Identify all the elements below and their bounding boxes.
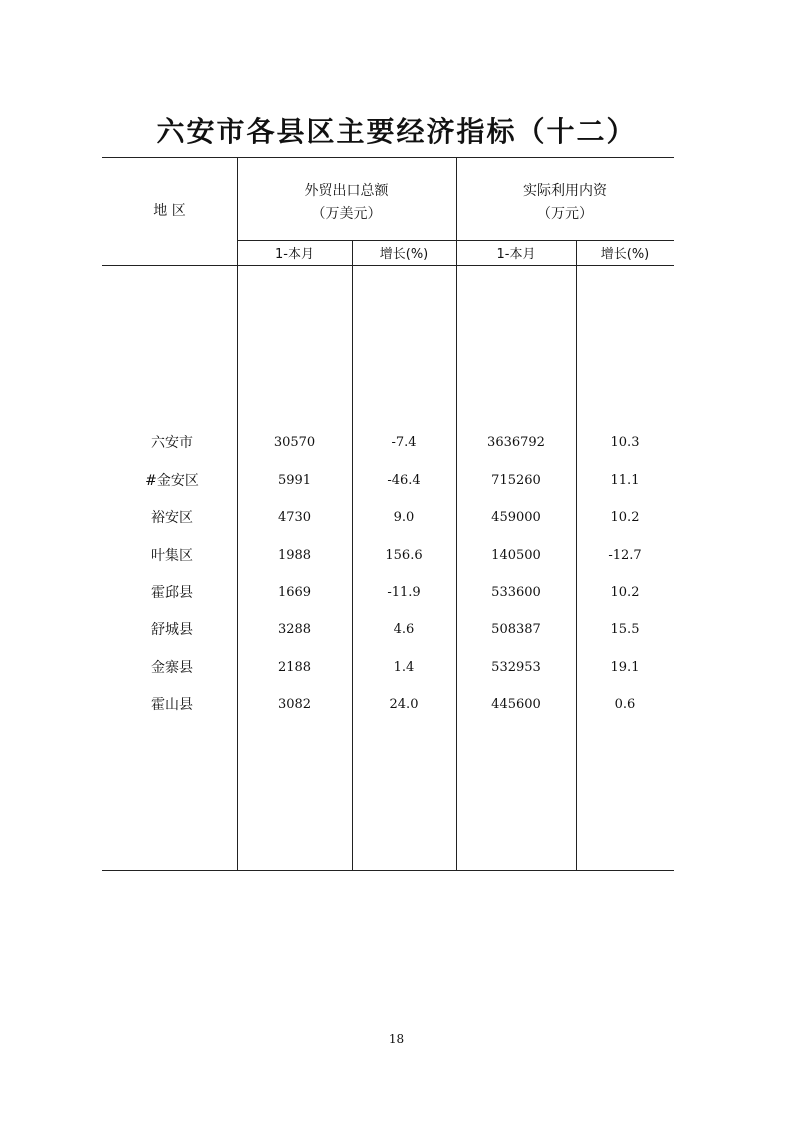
row-capital-growth: -12.7 — [608, 548, 642, 563]
subheader-capital-ytd: 1-本月 — [496, 247, 536, 262]
row-region: 裕安区 — [151, 510, 193, 526]
row-export-growth: 24.0 — [389, 697, 419, 712]
row-region: 叶集区 — [151, 548, 193, 564]
row-capital: 459000 — [491, 510, 541, 525]
row-export-growth: 1.4 — [393, 660, 415, 675]
page-title: 六安市各县区主要经济指标（十二） — [156, 115, 637, 148]
row-capital: 3636792 — [487, 435, 545, 450]
row-export: 2188 — [277, 660, 312, 675]
subheader-export-ytd: 1-本月 — [275, 247, 314, 262]
row-region: 霍山县 — [151, 697, 193, 713]
row-export: 3288 — [277, 622, 312, 637]
row-capital-growth: 10.3 — [610, 435, 640, 450]
subheader-capital-growth: 增长(%) — [600, 247, 650, 262]
row-capital-growth: 15.5 — [610, 622, 640, 637]
row-capital-growth: 11.1 — [610, 473, 640, 488]
row-capital: 508387 — [491, 622, 541, 637]
header-region: 地 区 — [153, 203, 186, 219]
header-mid-rule — [237, 240, 674, 241]
row-export-growth: -11.9 — [387, 585, 421, 600]
row-region: 舒城县 — [151, 622, 193, 638]
row-capital: 715260 — [491, 473, 541, 488]
row-export: 30570 — [273, 435, 316, 450]
header-export-unit: （万美元） — [311, 206, 382, 222]
row-region: #金安区 — [145, 473, 199, 489]
row-region: 霍邱县 — [151, 585, 193, 601]
row-export: 1988 — [277, 548, 312, 563]
page-number: 18 — [388, 1032, 405, 1046]
row-region: 六安市 — [151, 435, 193, 451]
row-capital-growth: 10.2 — [610, 585, 640, 600]
header-domestic-unit: （万元） — [537, 206, 593, 222]
row-export-growth: -7.4 — [391, 435, 417, 450]
row-capital-growth: 0.6 — [614, 697, 636, 712]
row-export-growth: 4.6 — [393, 622, 415, 637]
row-capital-growth: 10.2 — [610, 510, 640, 525]
row-capital-growth: 19.1 — [610, 660, 640, 675]
row-capital: 445600 — [491, 697, 541, 712]
row-export: 4730 — [277, 510, 312, 525]
row-capital: 532953 — [491, 660, 541, 675]
row-export-growth: 156.6 — [385, 548, 423, 563]
header-domestic-capital: 实际利用内资 — [523, 183, 607, 199]
row-export: 5991 — [277, 473, 312, 488]
subheader-export-growth: 增长(%) — [379, 247, 429, 262]
row-export-growth: 9.0 — [393, 510, 415, 525]
header-export-total: 外贸出口总额 — [304, 183, 389, 199]
row-export-growth: -46.4 — [387, 473, 421, 488]
row-capital: 140500 — [491, 548, 541, 563]
header-bottom-rule — [102, 265, 674, 266]
table-top-rule — [102, 157, 674, 158]
row-export: 1669 — [277, 585, 312, 600]
row-region: 金寨县 — [151, 660, 193, 676]
table-bottom-rule — [102, 870, 674, 871]
row-export: 3082 — [277, 697, 312, 712]
row-capital: 533600 — [491, 585, 541, 600]
